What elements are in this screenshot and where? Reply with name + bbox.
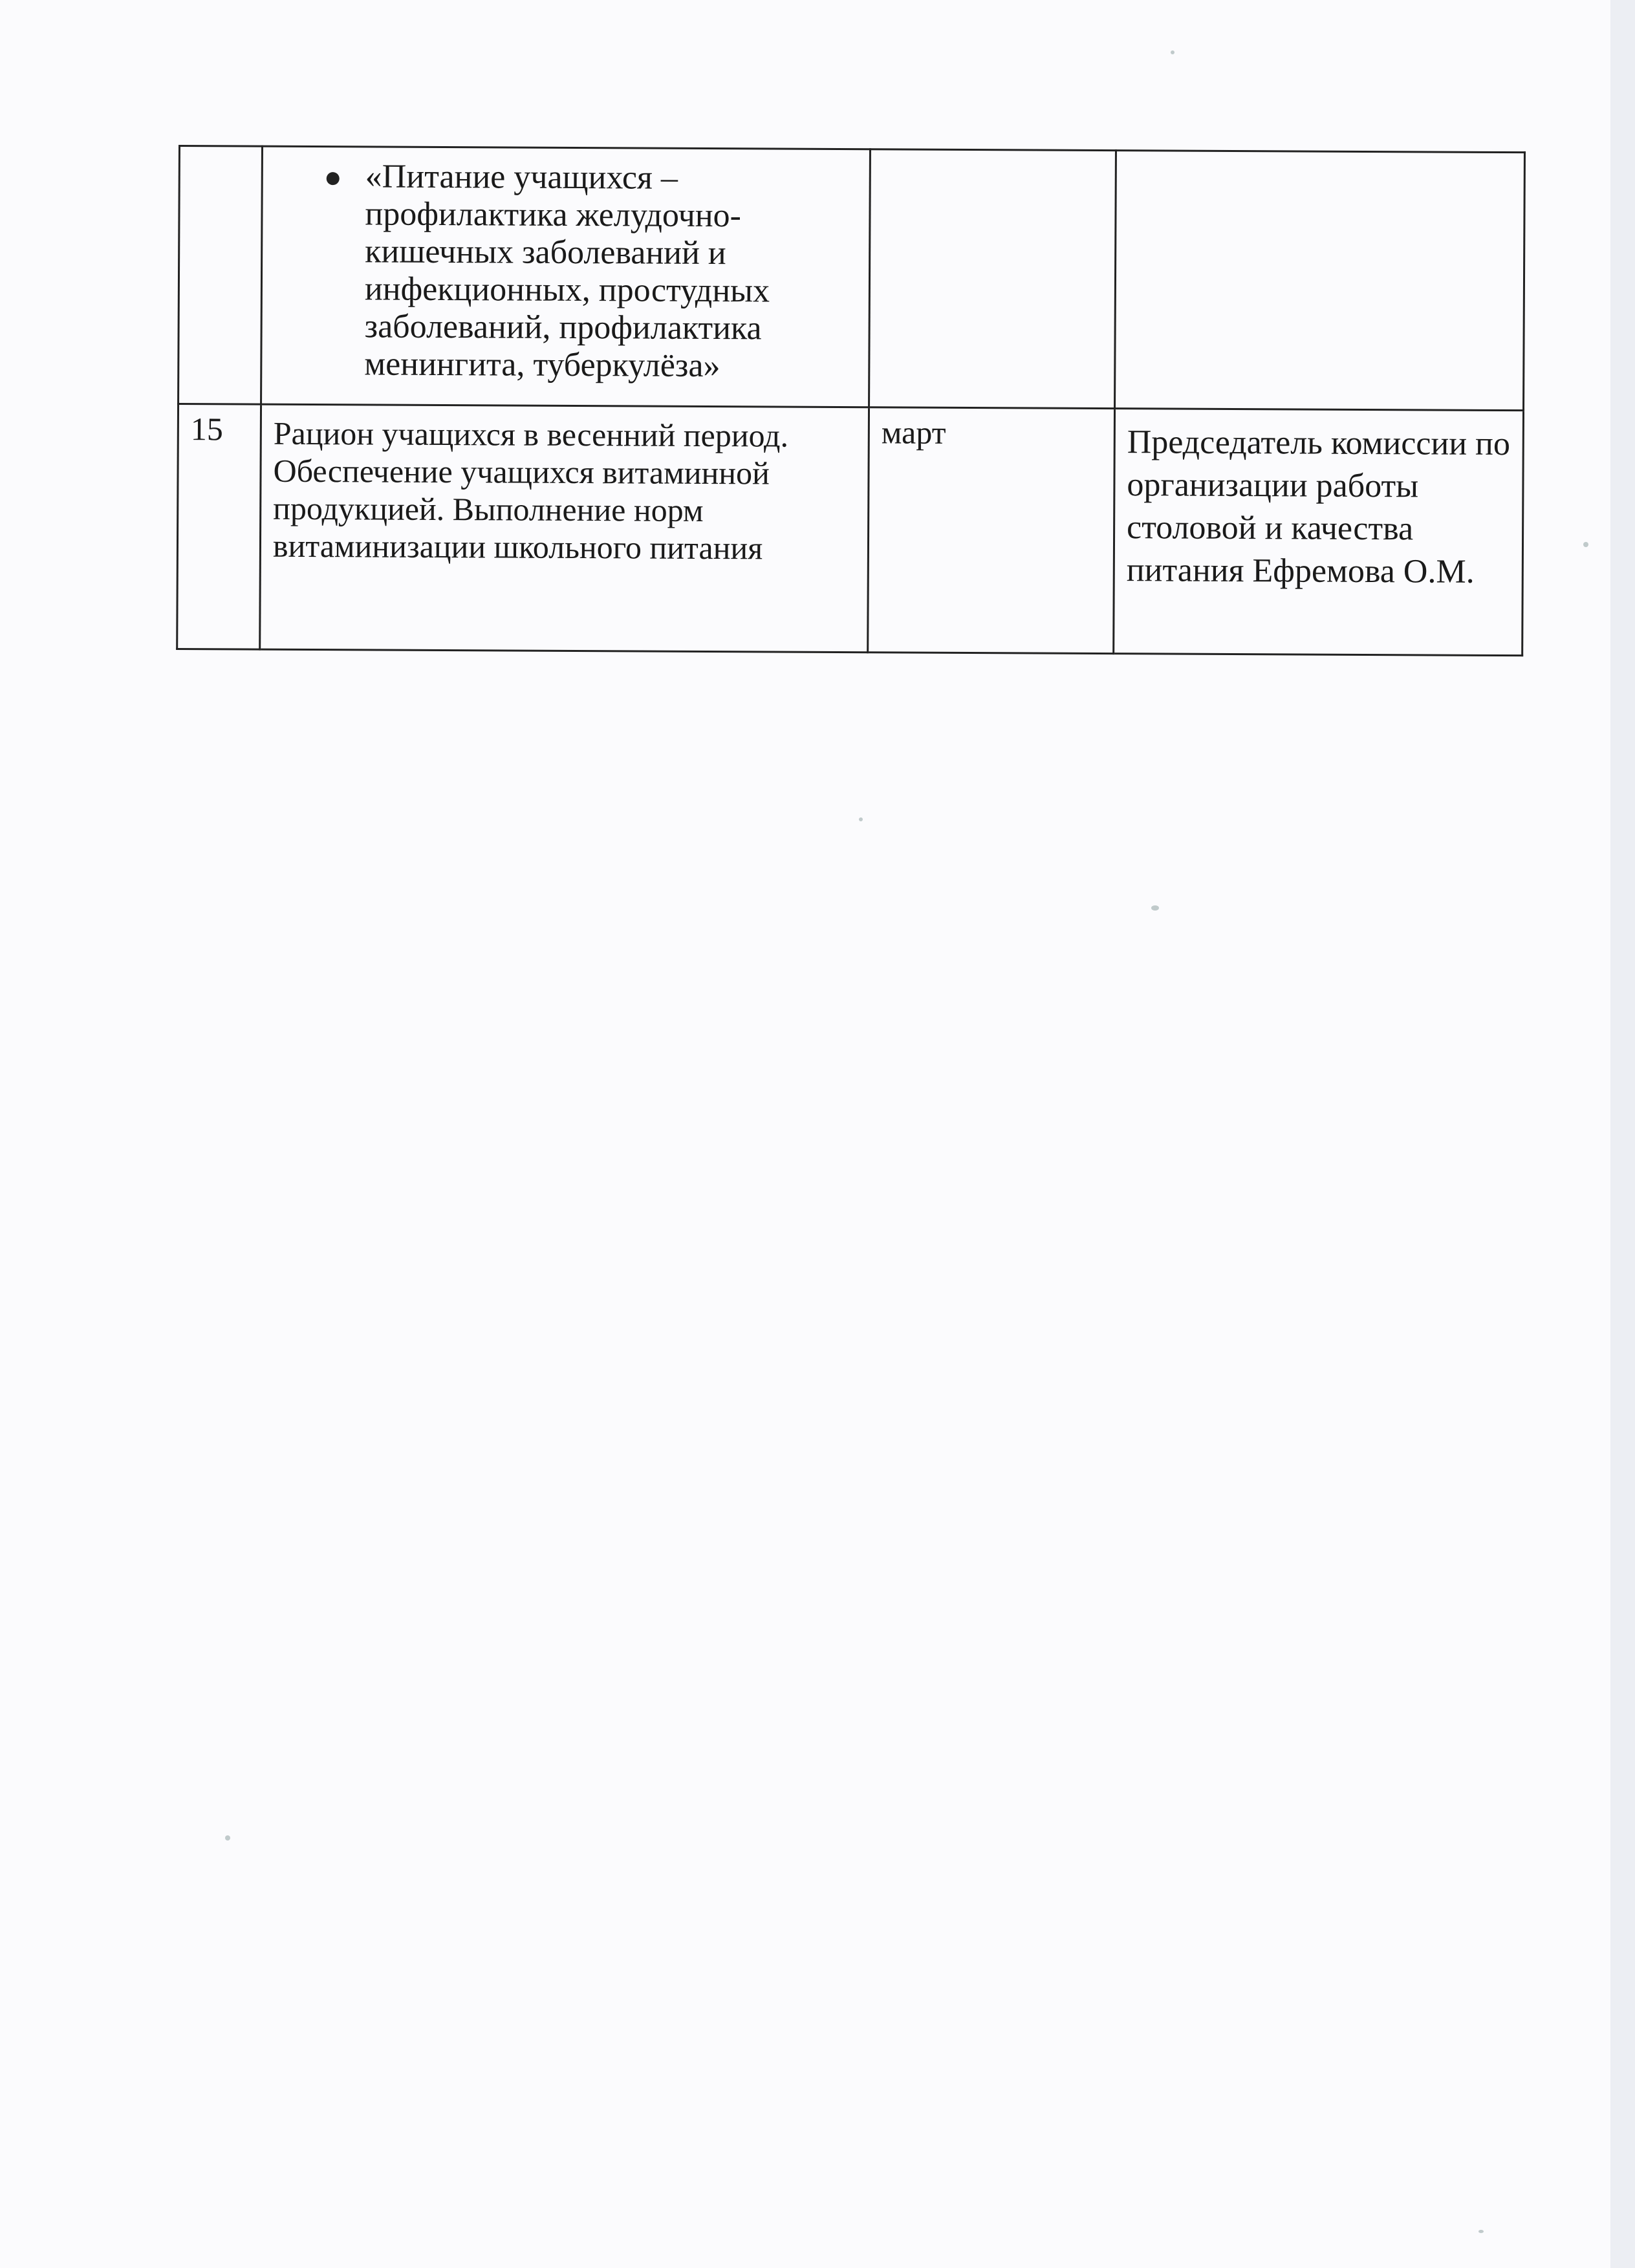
- scan-speck: [1171, 50, 1175, 54]
- event-cell: [261, 146, 871, 407]
- scan-speck: [859, 817, 863, 821]
- date-cell: [869, 149, 1116, 409]
- scan-edge: [1610, 0, 1635, 2268]
- scan-speck: [1583, 542, 1588, 547]
- plan-table: [176, 145, 1526, 656]
- scan-speck: [1151, 905, 1159, 911]
- bullet-item: [274, 158, 858, 385]
- scan-speck: [1478, 2230, 1484, 2233]
- table-row: [177, 404, 1524, 656]
- row-number: 15: [177, 404, 261, 650]
- row-number: [179, 146, 263, 405]
- scan-speck: [225, 1835, 230, 1841]
- responsible-text: Председатель комиссии по организации работы столовой и качества питания Ефремова О.М.: [1126, 424, 1511, 590]
- table-row: [179, 146, 1525, 411]
- bullet-dot-icon: [327, 172, 340, 185]
- date-cell: март: [868, 407, 1115, 654]
- responsible-cell: [1114, 409, 1524, 656]
- responsible-cell: [1115, 151, 1525, 411]
- event-cell: [260, 404, 869, 653]
- bullet-text: «Питание учащихся – профилактика желудочно-кишечных заболеваний и инфекционных, простудных заболеваний, профилактика менингита, туберкулёза»: [364, 158, 770, 385]
- event-text: Рацион учащихся в весенний период. Обеспечение учащихся витаминной продукцией. Выполнение норм витаминизации школьного питания: [272, 415, 789, 567]
